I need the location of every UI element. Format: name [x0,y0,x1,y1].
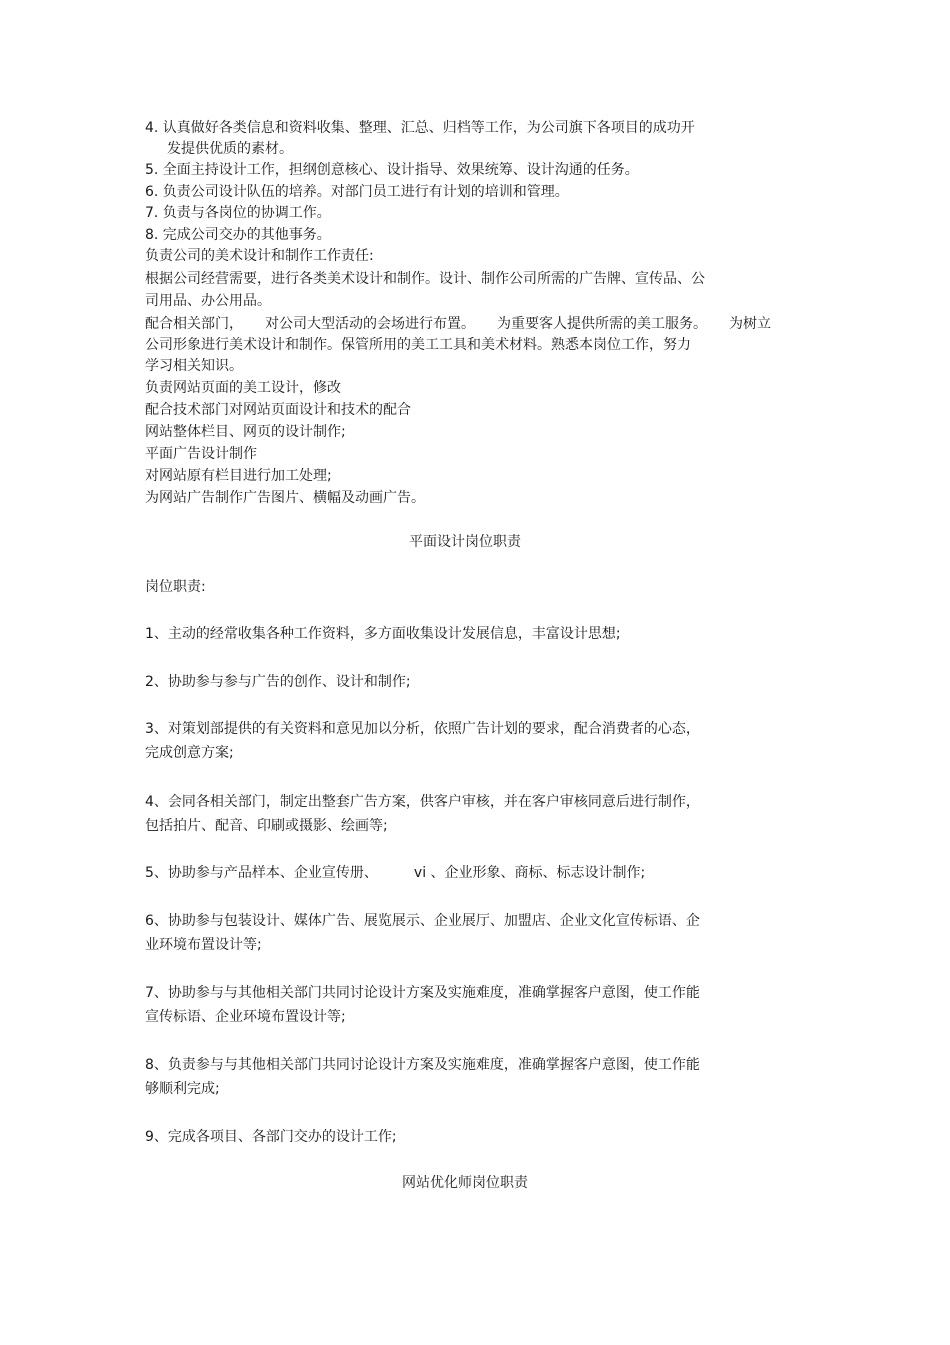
duty-item-6: 6、协助参与包装设计、媒体广告、展览展示、企业展厅、加盟店、企业文化宣传标语、企 [145,913,700,929]
paragraph-line: 根据公司经营需要，进行各类美术设计和制作。设计、制作公司所需的广告牌、宣传品、公 [145,271,705,287]
duty-item-9: 9、完成各项目、各部门交办的设计工作; [145,1129,397,1145]
art-duty-heading: 负责公司的美术设计和制作工作责任: [145,248,374,264]
paragraph-line: 网站整体栏目、网页的设计制作; [145,424,346,440]
text-segment: 5、协助参与产品样本、企业宣传册、 [145,865,378,881]
list-item-4: 4. 认真做好各类信息和资料收集、整理、汇总、归档等工作，为公司旗下各项目的成功开 [145,120,695,136]
duty-label: 岗位职责: [145,579,206,595]
duty-item-4: 4、会同各相关部门，制定出整套广告方案，供客户审核，并在客户审核同意后进行制作， [145,794,700,810]
text-segment: vi 、企业形象、商标、标志设计制作; [413,865,646,881]
duty-item-1: 1、主动的经常收集各种工作资料，多方面收集设计发展信息，丰富设计思想; [145,626,621,642]
duty-item-7-cont: 宣传标语、企业环境布置设计等; [145,1009,346,1025]
text-segment: 对公司大型活动的会场进行布置。 [265,316,475,332]
duty-item-3-cont: 完成创意方案; [145,745,234,761]
text-segment: 为树立 [729,316,771,332]
paragraph-line: 学习相关知识。 [145,358,243,374]
paragraph-line: 配合技术部门对网站页面设计和技术的配合 [145,402,411,418]
duty-item-5 [145,863,645,884]
duty-item-2: 2、协助参与参与广告的创作、设计和制作; [145,674,411,690]
list-item-5: 5. 全面主持设计工作，担纲创意核心、设计指导、效果统筹、设计沟通的任务。 [145,162,639,178]
text-segment: 为重要客人提供所需的美工服务。 [497,316,707,332]
paragraph-line: 对网站原有栏目进行加工处理; [145,468,332,484]
duty-item-8-cont: 够顺利完成; [145,1081,220,1097]
duty-item-6-cont: 业环境布置设计等; [145,937,262,953]
paragraph-line: 司用品、办公用品。 [145,293,271,309]
paragraph-line: 平面广告设计制作 [145,446,257,462]
paragraph-line-spaced [145,314,771,335]
text-segment: 配合相关部门， [145,316,243,332]
list-item-8: 8. 完成公司交办的其他事务。 [145,227,331,243]
paragraph-line: 负责网站页面的美工设计，修改 [145,380,341,396]
list-item-4-cont: 发提供优质的素材。 [167,141,293,157]
duty-item-4-cont: 包括拍片、配音、印刷或摄影、绘画等; [145,818,388,834]
duty-item-8: 8、负责参与与其他相关部门共同讨论设计方案及实施难度，准确掌握客户意图，使工作能 [145,1057,700,1073]
duty-item-7: 7、协助参与与其他相关部门共同讨论设计方案及实施难度，准确掌握客户意图，使工作能 [145,985,700,1001]
paragraph-line: 为网站广告制作广告图片、横幅及动画广告。 [145,490,425,506]
section-title: 平面设计岗位职责 [409,534,521,550]
duty-item-3: 3、对策划部提供的有关资料和意见加以分析，依照广告计划的要求，配合消费者的心态， [145,721,700,737]
paragraph-line: 公司形象进行美术设计和制作。保管所用的美工工具和美术材料。熟悉本岗位工作，努力 [145,337,691,353]
list-item-6: 6. 负责公司设计队伍的培养。对部门员工进行有计划的培训和管理。 [145,184,569,200]
section-title: 网站优化师岗位职责 [402,1175,528,1191]
list-item-7: 7. 负责与各岗位的协调工作。 [145,205,331,221]
